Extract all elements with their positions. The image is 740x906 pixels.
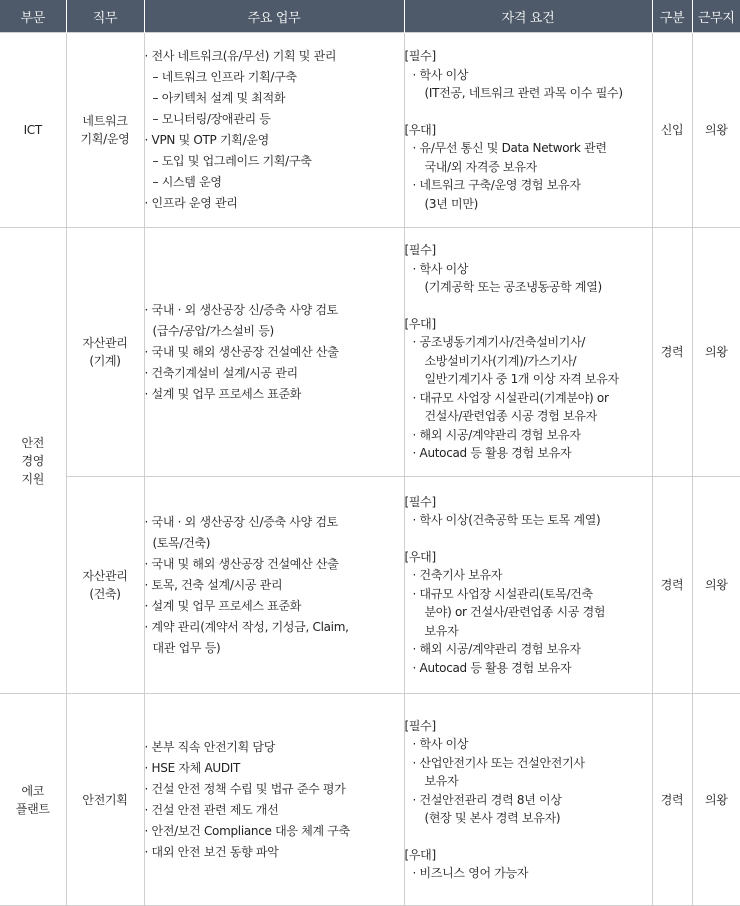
qual-item: · 산업안전기사 또는 건설안전기사 [412,755,585,770]
qual-item: · Autocad 등 활용 경험 보유자 [412,660,572,675]
type-cell [652,477,692,694]
job-label: 네트워크 [82,114,128,128]
qual-item: 보유자 [424,623,459,638]
duty-item: · 안전/보건 Compliance 대응 체계 구축 [144,823,350,838]
division-cell [0,694,66,906]
location-cell [692,228,740,477]
qual-item: 국내/외 자격증 보유자 [424,159,537,174]
header-job: 직무 [66,0,144,33]
duty-item: · 본부 직속 안전기획 담당 [144,739,275,754]
duty-subitem: – 도입 및 업그레이드 기획/구축 [152,154,312,168]
location-label: 의왕 [704,792,728,807]
required-label: [필수] [404,494,436,509]
job-cell [66,694,144,906]
duty-item: · 설계 및 업무 프로세스 표준화 [144,386,302,401]
job-label: 자산관리 [82,336,128,350]
required-label: [필수] [404,718,436,733]
location-label: 의왕 [704,578,728,592]
table-row [0,694,740,906]
type-label: 경력 [660,345,684,359]
location-cell [692,477,740,694]
job-label: 자산관리 [82,569,128,583]
location-label: 의왕 [704,123,728,137]
duty-item: · 인프라 운영 관리 [144,196,238,210]
type-cell [652,33,692,228]
job-label: (기계) [89,354,121,368]
qual-item: · 해외 시공/계약관리 경험 보유자 [412,642,581,657]
location-cell [692,33,740,228]
job-cell [66,228,144,477]
duty-item: · 건설 안전 관련 제도 개선 [144,802,279,817]
qual-item: · 네트워크 구축/운영 경험 보유자 [412,178,581,192]
duty-subitem: 대관 업무 등) [152,640,221,655]
division-cell [0,228,66,694]
qual-item: · Autocad 등 활용 경험 보유자 [412,446,572,461]
qualifications-cell [404,228,652,477]
division-label: 지원 [21,471,45,486]
preferred-label: [우대] [404,122,436,137]
duties-cell [144,477,404,694]
qual-item: · 대규모 사업장 시설관리(토목/건축 [412,586,593,601]
job-label: 기획/운영 [80,132,130,146]
duty-subitem: (급수/공압/가스설비 등) [152,323,274,338]
duty-subitem: – 모니터링/장애관리 등 [152,112,271,126]
qual-item: · 대규모 사업장 시설관리(기계분야) or [412,390,609,405]
required-label: [필수] [404,49,436,63]
duty-subitem: – 네트워크 인프라 기획/구축 [152,70,297,84]
duty-item: · 건축기계설비 설계/시공 관리 [144,365,298,380]
duties-cell [144,694,404,906]
division-label: ICT [23,123,42,137]
qual-item: 건설사/관련업종 시공 경험 보유자 [424,409,597,424]
table-header [0,0,740,33]
qual-item: · 학사 이상 [412,67,469,82]
job-label: (건축) [89,587,121,601]
job-label: 안전기획 [82,792,128,807]
division-label: 안전 [21,435,45,450]
qual-item: (기계공학 또는 공조냉동공학 계열) [424,280,602,295]
qual-item: · 건축기사 보유자 [412,568,503,583]
duties-cell [144,228,404,477]
qual-item: 보유자 [424,774,459,788]
qual-item: · 공조냉동기계기사/건축설비기사/ [412,335,586,350]
qual-item: · 학사 이상(건축공학 또는 토목 계열) [412,513,601,528]
header-type: 구분 [652,0,692,33]
preferred-label: [우대] [404,847,436,862]
header-qualifications: 자격 요건 [404,0,652,33]
preferred-label: [우대] [404,549,436,564]
duty-item: · 계약 관리(계약서 작성, 기성금, Claim, [144,619,349,634]
qual-item: · 유/무선 통신 및 Data Network 관련 [412,141,607,155]
qual-item: (IT전공, 네트워크 관련 과목 이수 필수) [424,86,623,100]
duty-item: · 국내 및 해외 생산공장 건설예산 산출 [144,344,339,359]
type-label: 경력 [660,578,684,592]
type-cell [652,694,692,906]
duties-cell [144,33,404,228]
duty-item: · HSE 자체 AUDIT [144,760,241,775]
preferred-label: [우대] [404,316,436,331]
qual-item: · 비즈니스 영어 가능자 [412,866,529,880]
division-cell [0,33,66,228]
job-cell [66,477,144,694]
duty-item: · 국내 및 해외 생산공장 건설예산 산출 [144,556,339,571]
duty-item: · 전사 네트워크(유/무선) 기획 및 관리 [144,49,337,63]
division-label: 에코 [21,783,45,798]
qual-item: · 해외 시공/계약관리 경험 보유자 [412,427,581,442]
table-row [0,33,740,228]
qual-item: 일반기계기사 중 1개 이상 자격 보유자 [424,372,619,387]
duty-item: · 대외 안전 보건 동향 파악 [144,844,279,859]
duty-subitem: – 시스템 운영 [152,175,222,189]
qual-item: (현장 및 본사 경력 보유자) [424,811,561,825]
table-row [0,477,740,694]
header-division: 부문 [0,0,66,33]
duty-item: · 건설 안전 정책 수립 및 법규 준수 평가 [144,781,346,796]
duty-item: · 설계 및 업무 프로세스 표준화 [144,598,302,613]
qual-item: · 건설안전관리 경력 8년 이상 [412,792,562,807]
duty-item: · 국내 · 외 생산공장 신/증축 사양 검토 [144,302,338,317]
division-label: 플랜트 [15,801,50,816]
division-label: 경영 [21,453,45,468]
qual-item: 소방설비기사(기계)/가스기사/ [424,353,577,368]
duty-item: · VPN 및 OTP 기획/운영 [144,133,269,147]
qual-item: · 학사 이상 [412,261,469,276]
qual-item: 분야) or 건설사/관련업종 시공 경험 [424,605,606,620]
qualifications-cell [404,477,652,694]
qual-item: (3년 미만) [424,196,478,211]
job-cell [66,33,144,228]
header-duties: 주요 업무 [144,0,404,33]
type-label: 경력 [660,792,684,807]
duty-subitem: – 아키텍처 설계 및 최적화 [152,91,286,105]
table-row [0,228,740,477]
type-cell [652,228,692,477]
duty-item: · 토목, 건축 설계/시공 관리 [144,577,283,592]
qualifications-cell [404,33,652,228]
qualifications-cell [404,694,652,906]
duty-subitem: (토목/건축) [152,535,211,550]
location-label: 의왕 [704,345,728,359]
type-label: 신입 [660,123,684,137]
required-label: [필수] [404,243,436,258]
location-cell [692,694,740,906]
qual-item: · 학사 이상 [412,737,469,751]
header-location: 근무지 [692,0,740,33]
duty-item: · 국내 · 외 생산공장 신/증축 사양 검토 [144,514,338,529]
